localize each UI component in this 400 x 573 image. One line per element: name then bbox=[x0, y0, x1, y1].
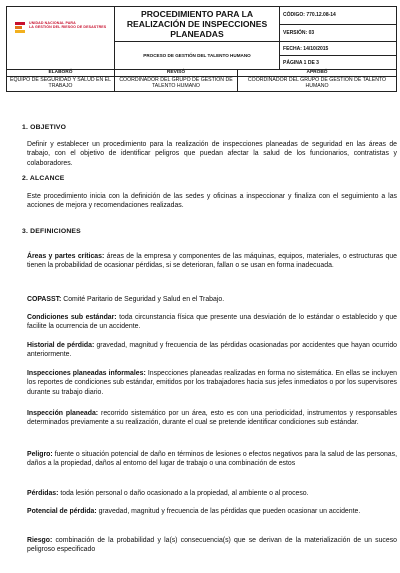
logo-mark-icon bbox=[15, 22, 25, 34]
logo-text-line-1: UNIDAD NACIONAL PARA bbox=[29, 21, 76, 25]
logo-text-line-2: LA GESTIÓN DEL RIESGO DE DESASTRES bbox=[29, 25, 107, 30]
document-version: VERSIÓN: 03 bbox=[280, 24, 397, 42]
document-header-table bbox=[6, 6, 397, 92]
elaboro-header: ELABORÓ bbox=[7, 70, 115, 77]
organization-logo bbox=[15, 21, 106, 34]
objetivo-paragraph: Definir y establecer un procedimiento para la realización de inspecciones planeadas de seguridad en las áreas de trabajo, con el objetivo de identificar peligros que puedan afectar la salud de los funcionarios, contratistas y colaboradores. bbox=[27, 141, 397, 167]
definition-item bbox=[27, 295, 397, 304]
reviso-header: REVISÓ bbox=[115, 70, 238, 77]
definition-term: Inspecciones planeadas informales: bbox=[27, 370, 146, 377]
definition-term: COPASST: bbox=[27, 296, 62, 303]
definition-item bbox=[27, 341, 397, 360]
logo-cell bbox=[7, 7, 115, 70]
definition-item bbox=[27, 313, 397, 332]
aprobo-value: COORDINADOR DEL GRUPO DE GESTIÓN DE TALENTO HUMANO bbox=[238, 77, 397, 92]
document-code: CÓDIGO: 770.12.08-14 bbox=[280, 7, 397, 25]
definition-text: toda lesión personal o daño ocasionado a la propiedad, al ambiente o al proceso. bbox=[58, 490, 309, 497]
definition-term: Inspección planeada: bbox=[27, 410, 99, 417]
alcance-paragraph: Este procedimiento inicia con la definición de las sedes y oficinas a inspeccionar y finaliza con el seguimiento a las acciones de mejora y recomendaciones realizadas. bbox=[27, 193, 397, 210]
definition-term: Pérdidas: bbox=[27, 490, 59, 497]
definition-term: Historial de pérdida: bbox=[27, 342, 95, 349]
definition-text: Inspecciones planeadas realizadas en forma no sistemática. En ellas se incluyen los reportes de condiciones sub estándar, emitidos por los trabajadores hacia sus jefes inmediatos o por los supervisores durante su trabajo diario. bbox=[27, 370, 397, 396]
definition-item bbox=[27, 409, 397, 428]
definition-text: áreas de la empresa y componentes de las máquinas, equipos, materiales, o estructuras que tienen la probabilidad de ocasionar pérdidas, si se deterioran, fallan o se usan en forma inadecuada. bbox=[27, 253, 397, 270]
document-title: PROCEDIMIENTO PARA LA REALIZACIÓN DE INSPECCIONES PLANEADAS bbox=[115, 7, 280, 42]
elaboro-value: EQUIPO DE SEGURIDAD Y SALUD EN EL TRABAJO bbox=[7, 77, 115, 92]
aprobo-header: APROBÓ bbox=[238, 70, 397, 77]
definition-text: toda circunstancia física que presente una desviación de lo estándar o establecido y que facilite la ocurrencia de un accidente. bbox=[27, 314, 397, 331]
definition-item bbox=[27, 489, 397, 498]
document-date: FECHA: 14/10/2015 bbox=[280, 42, 397, 56]
process-name: PROCESO DE GESTIÓN DEL TALENTO HUMANO bbox=[115, 42, 280, 70]
definition-item bbox=[27, 507, 397, 516]
definition-text: fuente o situación potencial de daño en términos de lesiones o efectos negativos para la salud de las personas, daños a la propiedad, daños al entorno del lugar de trabajo o una combinación de estos bbox=[27, 451, 397, 468]
section-heading-objetivo: 1. OBJETIVO bbox=[22, 124, 67, 131]
definition-term: Riesgo: bbox=[27, 537, 53, 544]
reviso-value: COORDINADOR DEL GRUPO DE GESTIÓN DE TALENTO HUMANO bbox=[115, 77, 238, 92]
definition-term: Peligro: bbox=[27, 451, 53, 458]
definition-term: Áreas y partes críticas: bbox=[27, 253, 105, 260]
definition-term: Condiciones sub estándar: bbox=[27, 314, 117, 321]
definition-term: Potencial de pérdida: bbox=[27, 508, 97, 515]
definition-text: gravedad, magnitud y frecuencia de las pérdidas que pueden ocasionar un accidente. bbox=[96, 508, 361, 515]
section-heading-definiciones: 3. DEFINICIONES bbox=[22, 228, 81, 235]
definition-text: Comité Paritario de Seguridad y Salud en el Trabajo. bbox=[61, 296, 225, 303]
definition-item bbox=[27, 252, 397, 271]
definition-item bbox=[27, 536, 397, 555]
definition-item bbox=[27, 450, 397, 469]
page-number: PÁGINA 1 DE 3 bbox=[280, 56, 397, 70]
definition-item bbox=[27, 369, 397, 397]
definition-text: combinación de la probabilidad y la(s) consecuencia(s) que se derivan de la materialización de un suceso peligroso especificado bbox=[27, 537, 397, 554]
section-heading-alcance: 2. ALCANCE bbox=[22, 175, 65, 182]
definition-text: recorrido sistemático por un área, esto es con una periodicidad, instrumentos y responsables determinados previamente a su realización, durante el cual se pretende identificar condiciones sub estándar. bbox=[27, 410, 397, 427]
definition-text: gravedad, magnitud y frecuencia de las pérdidas ocasionadas por accidentes que hayan ocurrido anteriormente. bbox=[27, 342, 397, 359]
